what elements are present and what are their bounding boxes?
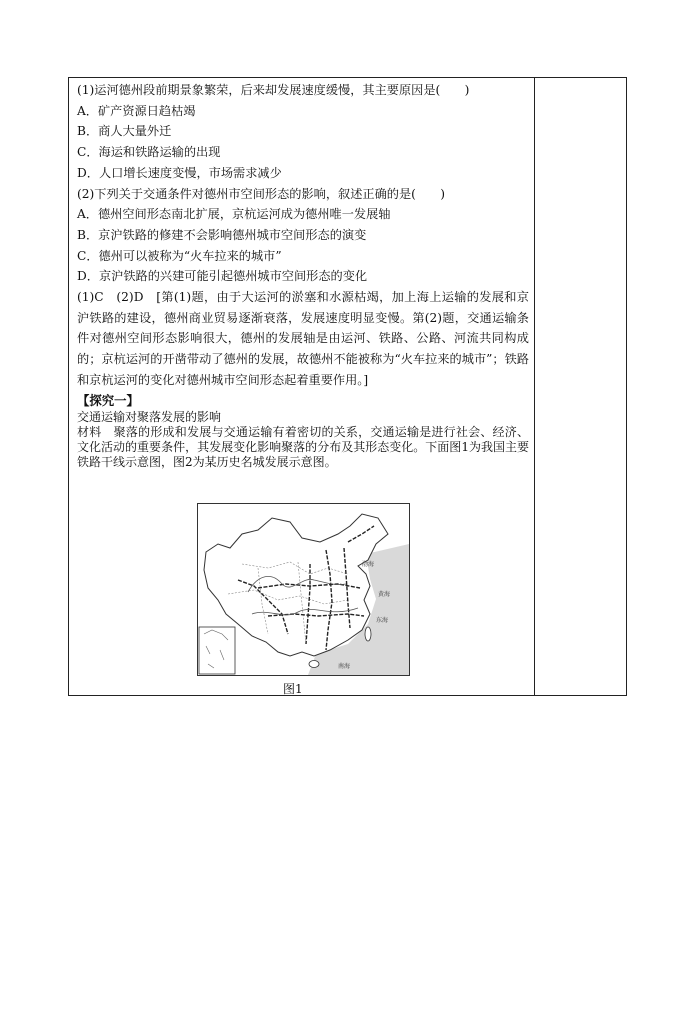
content-table	[68, 77, 627, 696]
explore-heading: 【探究一】	[77, 392, 139, 408]
answer-explanation: (1)C (2)D [第(1)题，由于大运河的淤塞和水源枯竭，加上海上运输的发展和京沪铁路的建设，德州商业贸易逐渐衰落，发展速度明显变慢。第(2)题，交通运输条件对德州空间形态影响很大，德州的发展轴是由运河、铁路、公路、河流共同构成的；京杭运河的开凿带动了德州的发展，故德州不能被称为“火车拉来的城市”；铁路和京杭运河的变化对德州城市空间形态起着重要作用。]	[77, 290, 529, 387]
explore-material: 材料 聚落的形成和发展与交通运输有着密切的关系，交通运输是进行社会、经济、文化活动的重要条件，其发展变化影响聚落的分布及其形态变化。下面图1为我国主要铁路干线示意图，图2为某历史名城发展示意图。	[77, 424, 529, 469]
content-cell	[77, 80, 529, 470]
figure-caption: 图1	[283, 682, 303, 696]
china-railway-map	[198, 504, 409, 675]
q2-option-b: B．京沪铁路的修建不会影响德州城市空间形态的演变	[77, 227, 367, 242]
q1-option-c: C．海运和铁路运输的出现	[77, 145, 221, 160]
sea-label: 东海	[376, 617, 389, 624]
question-2-stem: (2)下列关于交通条件对德州市空间形态的影响，叙述正确的是( )	[77, 186, 446, 201]
q2-option-a: A．德州空间形态南北扩展，京杭运河成为德州唯一发展轴	[77, 207, 391, 222]
hainan-island	[309, 661, 319, 668]
q1-option-d: D．人口增长速度变慢，市场需求减少	[77, 165, 282, 180]
question-1-stem: (1)运河德州段前期景象繁荣，后来却发展速度缓慢，其主要原因是( )	[77, 83, 470, 97]
explore-subtitle: 交通运输对聚落发展的影响	[77, 409, 222, 424]
taiwan-island	[365, 627, 371, 641]
column-divider	[534, 78, 535, 695]
sea-label: 南海	[338, 663, 351, 670]
q1-option-a: A．矿产资源日趋枯竭	[77, 103, 196, 118]
q2-option-d: D．京沪铁路的兴建可能引起德州城市空间形态的变化	[77, 269, 368, 284]
sea-label: 渤海	[362, 561, 375, 568]
sea-label: 黄海	[378, 591, 391, 598]
railway-map-figure	[197, 503, 410, 676]
q1-option-b: B．商人大量外迁	[77, 124, 172, 139]
q2-option-c: C．德州可以被称为“火车拉来的城市”	[77, 248, 282, 263]
